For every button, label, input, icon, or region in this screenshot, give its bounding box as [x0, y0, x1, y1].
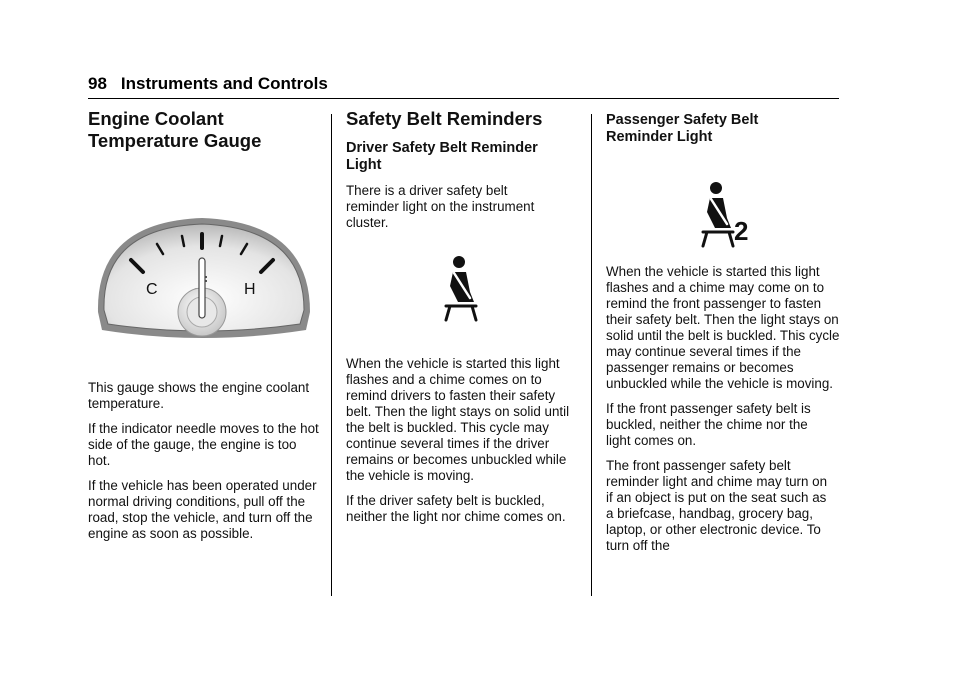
driver-belt-intro: There is a driver safety belt reminder light on the instrument cluster. [346, 183, 535, 230]
passenger-belt-paragraph-2: If the front passenger safety belt is buckled, neither the chime nor the light comes on. [606, 401, 811, 448]
passenger-seatbelt-icon [606, 160, 842, 252]
coolant-gauge-heading: Engine Coolant Temperature Gauge [88, 108, 262, 151]
coolant-temperature-gauge [88, 188, 320, 368]
coolant-paragraph-2: If the indicator needle moves to the hot side of the gauge, the engine is too hot. [88, 421, 319, 468]
driver-belt-paragraph-1: When the vehicle is started this light flashes and a chime comes on to remind drivers to fasten their safety belt. Then the light stays on solid until the belt is buckled. This cycle may continue several times if the driver remains or becomes unbuckled while the vehicle is moving. [346, 356, 570, 483]
section-title: Instruments and Controls [120, 74, 328, 93]
passenger-belt-paragraph-3: The front passenger safety belt reminder light and chime may turn on if an object is put on the seat such as a briefcase, handbag, grocery bag, laptop, or other electronic device. To turn off the [606, 458, 828, 553]
driver-belt-subheading: Driver Safety Belt Reminder Light [346, 140, 538, 173]
gauge-hot-label: H [244, 281, 256, 298]
coolant-paragraph-3: If the vehicle has been operated under normal driving conditions, pull off the road, stop the vehicle, and turn off the engine as soon as possible. [88, 478, 317, 541]
safety-belt-reminders-heading: Safety Belt Reminders [346, 108, 543, 129]
header-rule [88, 98, 839, 99]
passenger-belt-paragraph-1: When the vehicle is started this light flashes and a chime may come on to remind the front passenger to fasten their safety belt. Then the light stays on solid until the belt is buckled. This cycle may continue several times if the passenger remains or becomes unbuckled while the vehicle is moving. [606, 264, 840, 391]
page-number: 98 [88, 74, 107, 93]
column-passenger-belt [606, 108, 842, 563]
column-divider-2 [591, 114, 592, 596]
gauge-needle [199, 258, 205, 318]
column-divider-1 [331, 114, 332, 596]
passenger-belt-subheading: Passenger Safety Belt Reminder Light [606, 112, 759, 145]
driver-seatbelt-icon [346, 240, 580, 336]
column-safety-belt-reminders [346, 108, 580, 534]
driver-belt-paragraph-2: If the driver safety belt is buckled, neither the light nor chime comes on. [346, 493, 566, 524]
passenger-icon-number: 2 [734, 216, 749, 246]
gauge-cold-label: C [146, 281, 158, 298]
coolant-paragraph-1: This gauge shows the engine coolant temperature. [88, 380, 310, 411]
column-coolant-gauge [88, 108, 320, 551]
page-header [88, 74, 838, 94]
